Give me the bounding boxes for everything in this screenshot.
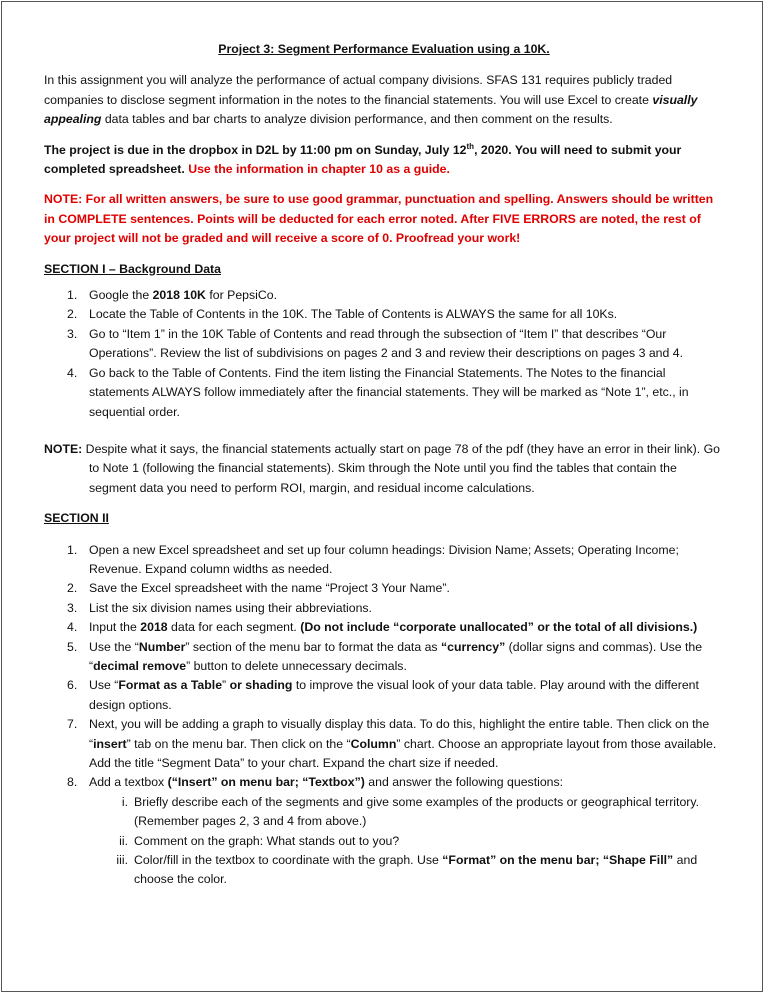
page-title: Project 3: Segment Performance Evaluation using a 10K. bbox=[218, 42, 550, 56]
list-item: 3. List the six division names using their abbreviations. bbox=[67, 600, 372, 615]
list-item: 3. Go to “Item 1” in the 10K Table of Contents and read through the subsection of “Item I” that describes “Our Operations”. Review the list of subdivisions on pages 2 and 3 and review their descriptions on pages 3 and 4. bbox=[67, 326, 684, 361]
list-item: 8. Add a textbox (“Insert” on menu bar; “Textbox”) and answer the following questions: i. Briefly describe each of the segments and give some examples of the products or geographical territory. (Remember pages 2, 3 and 4 from above.) ii. Comment on the graph: What stands out to you? iii. Color/fill in the textbox to coordinate with the graph. Use “Format” on the menu bar; “Shape Fill” and choose the color. bbox=[44, 773, 724, 889]
intro-paragraph: In this assignment you will analyze the performance of actual company divisions. SFAS 131 requires publicly traded companies to disclose segment information in the notes to the financial statements. You will use Excel to create visually appealing data tables and bar charts to analyze division performance, and then comment on the results. bbox=[44, 73, 698, 127]
sub-list bbox=[89, 793, 724, 890]
list-item: 7. Next, you will be adding a graph to visually display this data. To do this, highlight the entire table. Then click on the “insert” tab on the menu bar. Then click on the “Column” chart. Choose an appropriate layout from those available. Add the title “Segment Data” to your chart. Expand the chart size if needed. bbox=[67, 717, 717, 770]
list-item: 5. Use the “Number” section of the menu bar to format the data as “currency” (dollar signs and commas). Use the “decimal remove” button to delete unnecessary decimals. bbox=[67, 639, 703, 673]
due-date-paragraph: The project is due in the dropbox in D2L by 11:00 pm on Sunday, July 12th, 2020. You will need to submit your completed spreadsheet. Use the information in chapter 10 as a guide. bbox=[44, 141, 682, 177]
list-item: 1. Open a new Excel spreadsheet and set up four column headings: Division Name; Assets; Operating Income; Revenue. Expand column widths as needed. bbox=[67, 542, 679, 576]
sub-list-item: iii. Color/fill in the textbox to coordinate with the graph. Use “Format” on the menu bar; “Shape Fill” and choose the color. bbox=[116, 853, 698, 887]
list-item: 2. Locate the Table of Contents in the 10K. The Table of Contents is ALWAYS the same for all 10Ks. bbox=[67, 307, 618, 322]
grammar-note: NOTE: For all written answers, be sure to use good grammar, punctuation and spelling. Answers should be written in COMPLETE sentences. Points will be deducted for each error noted. After FIVE ERRORS are noted, the rest of your project will not be graded and will receive a score of 0. Proofread your work! bbox=[44, 192, 714, 246]
list-item: 4. Go back to the Table of Contents. Find the item listing the Financial Statements. The Notes to the financial statements ALWAYS follow immediately after the financial statements. They will be marked as “Note 1”, etc., in sequential order. bbox=[67, 365, 689, 419]
section-1-heading: SECTION I – Background Data bbox=[44, 261, 221, 276]
list-item: 2. Save the Excel spreadsheet with the name “Project 3 Your Name”. bbox=[67, 581, 450, 596]
sub-list-item: i. Briefly describe each of the segments and give some examples of the products or geographical territory. (Remember pages 2, 3 and 4 from above.) bbox=[121, 794, 700, 829]
document-body bbox=[44, 40, 724, 890]
list-item: 6. Use “Format as a Table” or shading to improve the visual look of your data table. Play around with the different design options. bbox=[67, 678, 699, 712]
list-item: 4. Input the 2018 data for each segment. (Do not include “corporate unallocated” or the total of all divisions.) bbox=[67, 620, 698, 635]
section-2-list bbox=[44, 541, 724, 890]
sub-list-item: ii. Comment on the graph: What stands out to you? bbox=[119, 833, 400, 848]
pdf-page-note: NOTE: Despite what it says, the financial statements actually start on page 78 of the pdf (they have an error in their link). Go to Note 1 (following the financial statements). Skim through the Note until you find the tables that contain the segment data you need to perform ROI, margin, and residual income calculations. bbox=[44, 441, 720, 495]
section-1-list bbox=[44, 286, 724, 422]
list-item: 1. Google the 2018 10K for PepsiCo. bbox=[67, 288, 278, 303]
section-2-heading: SECTION II bbox=[44, 511, 109, 526]
